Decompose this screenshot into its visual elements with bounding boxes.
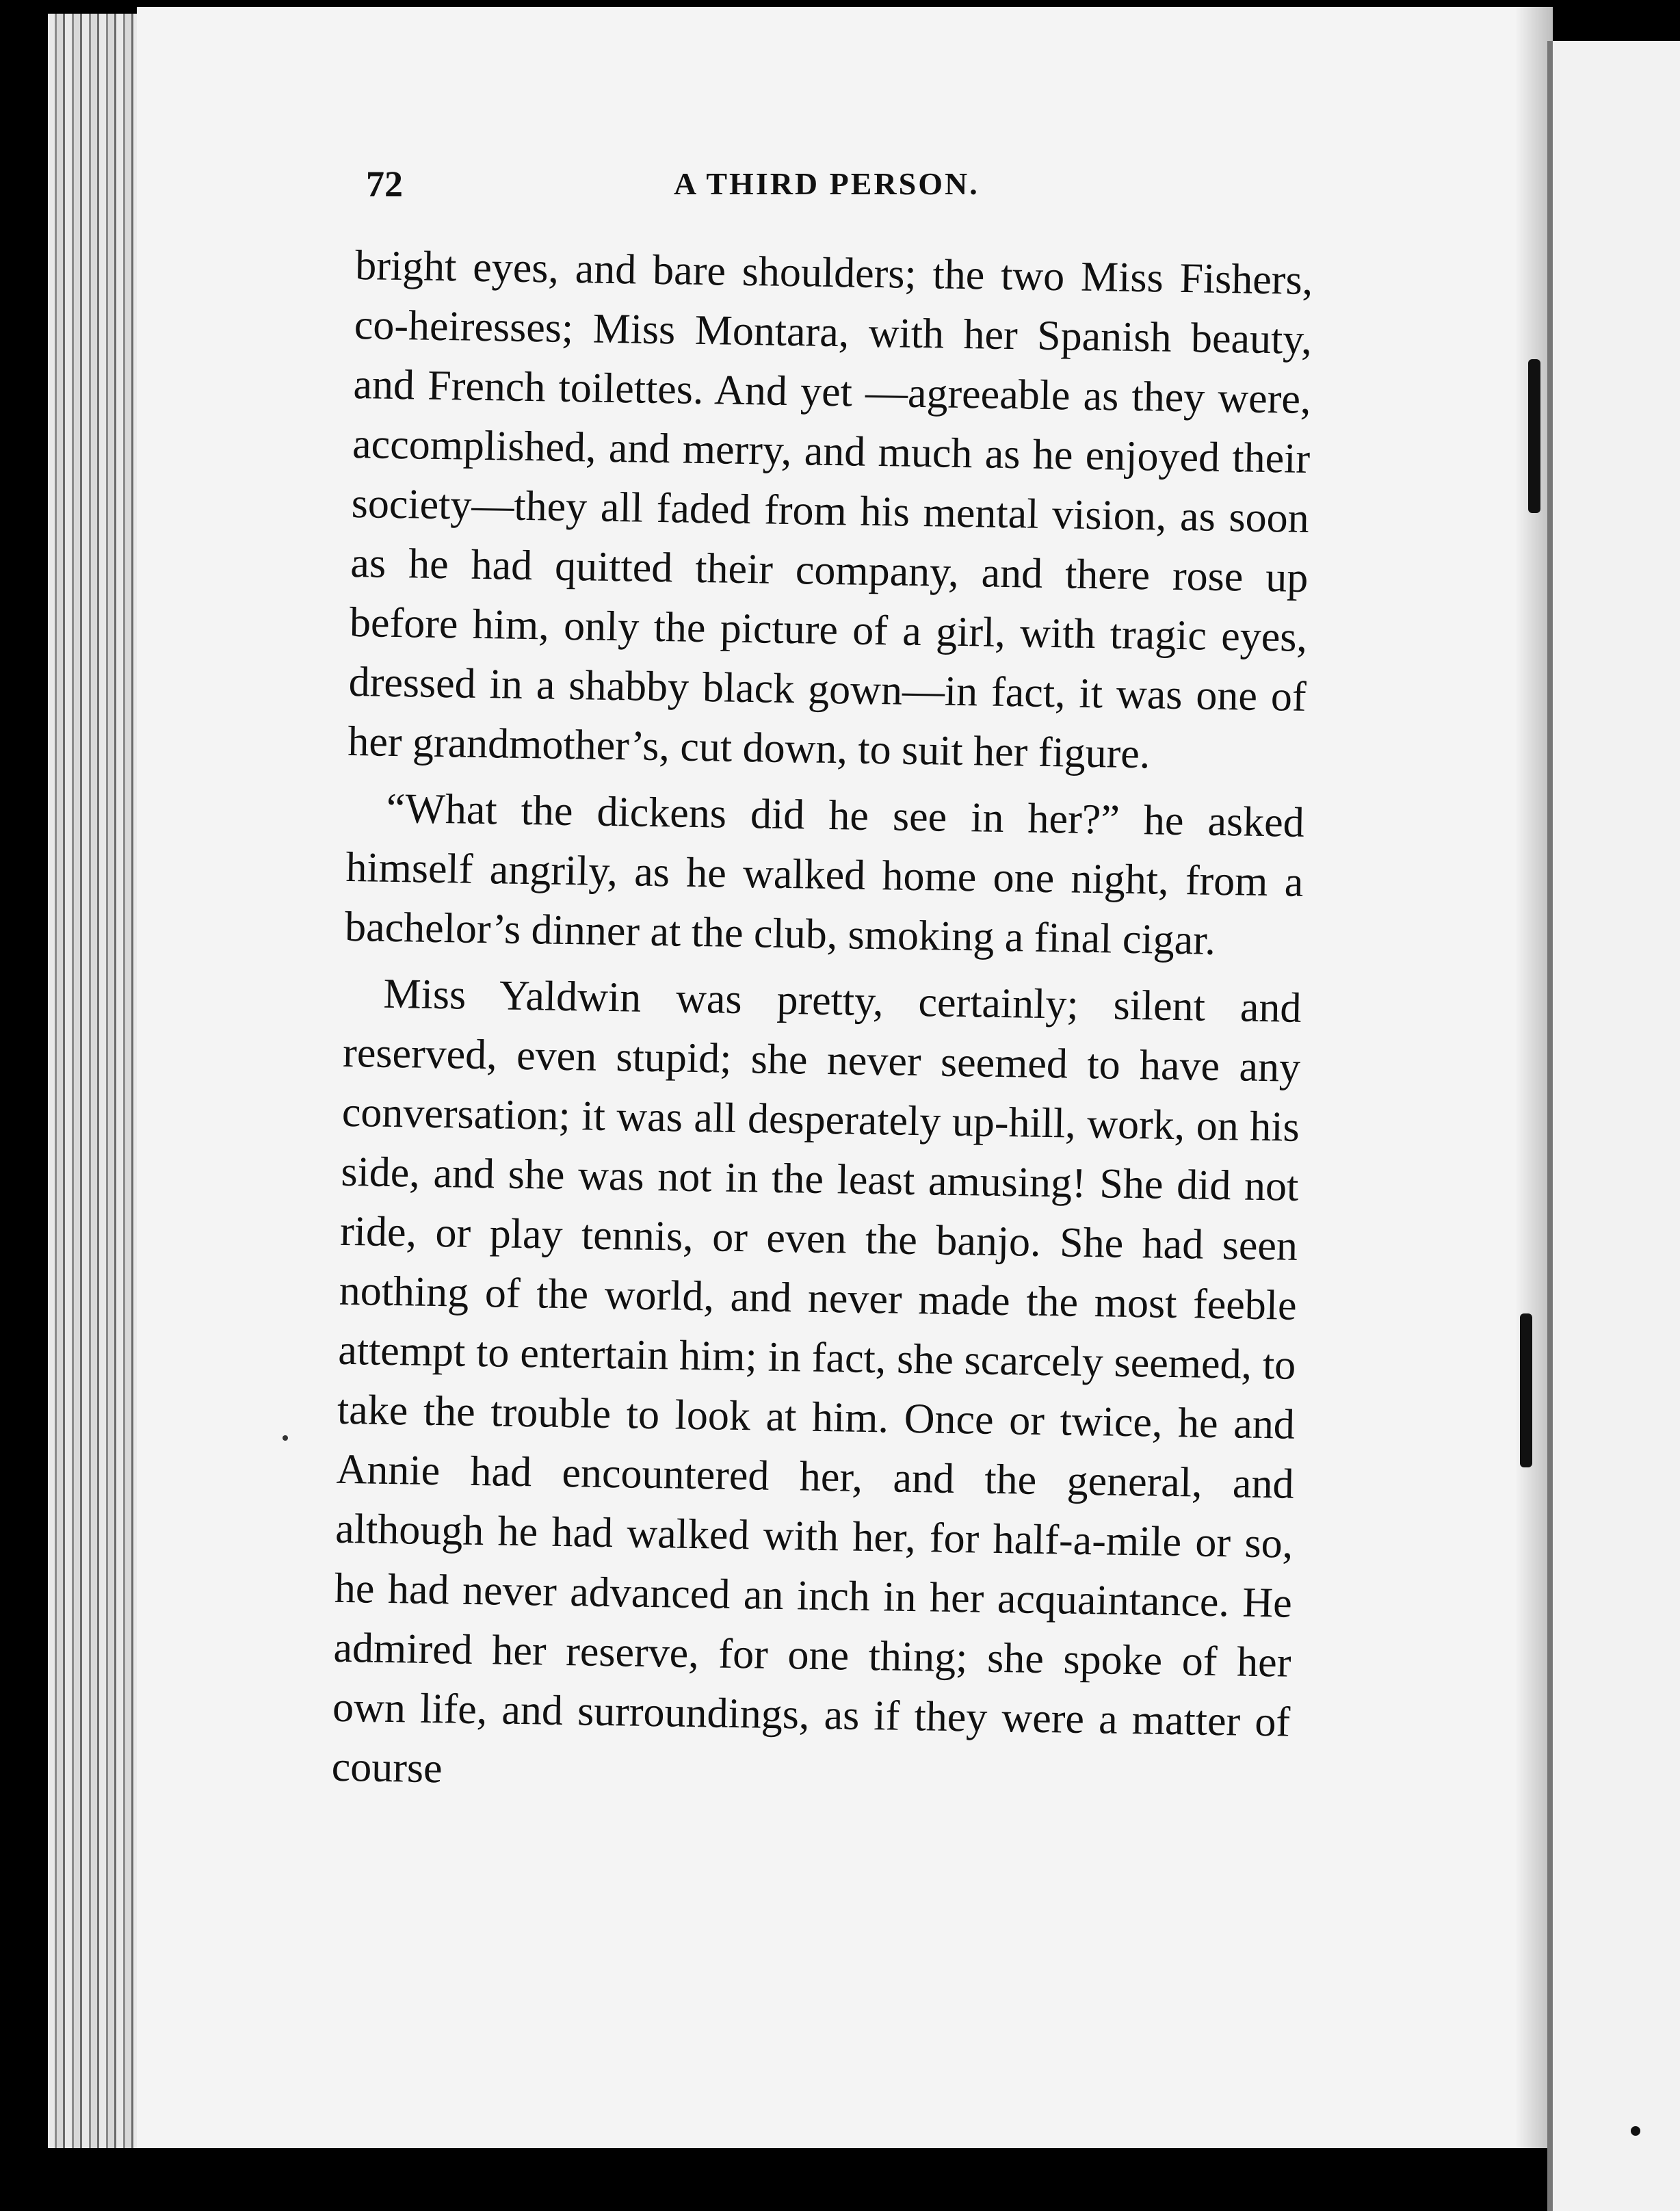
facing-page-edge	[1547, 41, 1680, 2211]
scan-mark-dot	[1631, 2126, 1640, 2136]
running-header	[366, 163, 1348, 211]
body-text	[331, 236, 1313, 1812]
binding-clip-top	[1528, 359, 1540, 513]
binding-clip-bottom	[1520, 1313, 1532, 1467]
paragraph-question: “What the dickens did he see in her?” he asked himself angrily, as he walked home one night, from a bachelor’s dinner at the club, smoking a final cigar.	[344, 785, 1305, 964]
paragraph-continued: bright eyes, and bare shoulders; the two Miss Fishers, co-heiresses; Miss Montara, with her Spanish beauty, and French toilettes. And yet —agreeable as they were, accomplished, and merry, and much as he enjoyed their society—they all faded from his mental vision, as soon as he had quitted their company, and there rose up before him, only the picture of a girl, with tragic eyes, dressed in a shabby black gown—in fact, it was one of her grandmother’s, cut down, to suit her figure.	[347, 241, 1313, 778]
paragraph-miss-yaldwin: Miss Yaldwin was pretty, certainly; silent and reserved, even stupid; she never seemed to have any conversation; it was all desperately up-hill, work, on his side, and she was not in the least amusing! She did not ride, or play tennis, or even the banjo. She had seen nothing of the world, and never made the most feeble attempt to entertain him; in fact, she scarcely seemed, to take the trouble to look at him. Once or twice, he and Annie had encountered her, and the general, and although he had walked with her, for half-a-mile or so, he had never advanced an inch in her acquaintance. He admired her reserve, for one thing; she spoke of her own life, and surroundings, as if they were a matter of course	[331, 970, 1302, 1792]
page-number: 72	[366, 163, 403, 205]
ink-speck	[283, 1435, 288, 1441]
running-title: A THIRD PERSON.	[674, 166, 980, 201]
stacked-page-edges	[48, 14, 150, 2148]
